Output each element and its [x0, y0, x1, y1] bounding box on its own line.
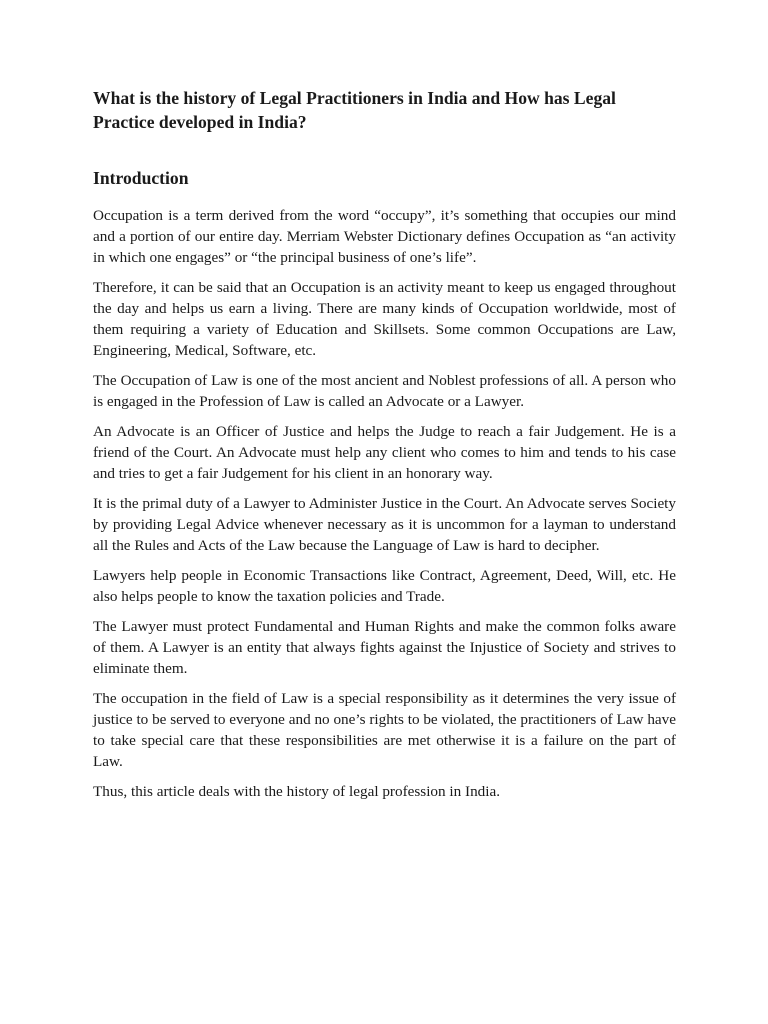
document-title: What is the history of Legal Practitioners in India and How has Legal Practice developed in India? — [93, 88, 616, 132]
paragraph: Thus, this article deals with the history of legal profession in India. — [93, 783, 501, 800]
paragraph: It is the primal duty of a Lawyer to Administer Justice in the Court. An Advocate serves Society by providing Legal Advice whenever necessary as it is uncommon for a layman to understand all the Rules and Acts of the Law because the Language of Law is hard to decipher. — [93, 495, 676, 554]
paragraph: Occupation is a term derived from the word “occupy”, it’s something that occupies our mind and a portion of our entire day. Merriam Webster Dictionary defines Occupation as “an activity in which one engages” or “the principal business of one’s life”. — [93, 207, 676, 266]
paragraph: Therefore, it can be said that an Occupation is an activity meant to keep us engaged throughout the day and helps us earn a living. There are many kinds of Occupation worldwide, most of them requiring a variety of Education and Skillsets. Some common Occupations are Law, Engineering, Medical, Software, etc. — [93, 279, 676, 359]
paragraph: The Occupation of Law is one of the most ancient and Noblest professions of all. A person who is engaged in the Profession of Law is called an Advocate or a Lawyer. — [93, 372, 676, 410]
paragraph: An Advocate is an Officer of Justice and helps the Judge to reach a fair Judgement. He is a friend of the Court. An Advocate must help any client who comes to him and tends to his case and tries to get a fair Judgement for his client in an honorary way. — [93, 423, 676, 482]
paragraph: The occupation in the field of Law is a special responsibility as it determines the very issue of justice to be served to everyone and no one’s rights to be violated, the practitioners of Law have to take special care that these responsibilities are met otherwise it is a failure on the part of Law. — [93, 690, 676, 770]
paragraph: The Lawyer must protect Fundamental and Human Rights and make the common folks aware of them. A Lawyer is an entity that always fights against the Injustice of Society and strives to eliminate them. — [93, 618, 676, 677]
paragraph: Lawyers help people in Economic Transactions like Contract, Agreement, Deed, Will, etc. He also helps people to know the taxation policies and Trade. — [93, 567, 676, 605]
section-heading-introduction: Introduction — [93, 168, 189, 188]
document-page — [93, 86, 676, 811]
